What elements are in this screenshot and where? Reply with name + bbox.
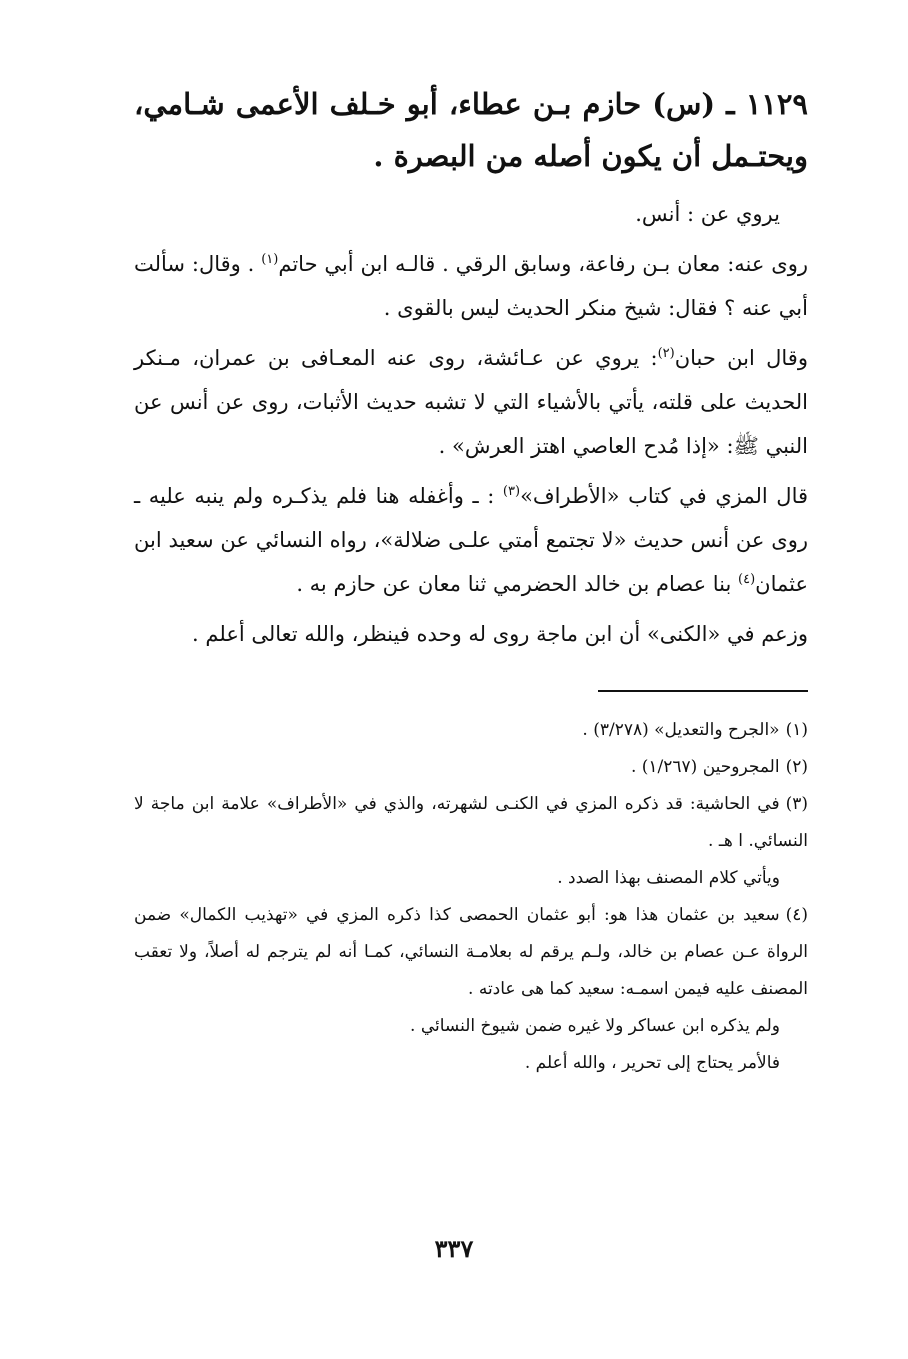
main-text <box>134 78 808 662</box>
footnote-4-continuation-2: فالأمر يحتاج إلى تحرير ، والله أعلم . <box>524 1053 780 1073</box>
footnote-3 <box>134 786 808 860</box>
paragraph-narrators <box>134 242 808 330</box>
footnote-2 <box>134 749 808 786</box>
paragraph-al-mizzi-part-b: : ـ وأغفله هنا فلم يذكـره ولم ينبه عليه ـ روى عن أنس حديث «لا تجتمع أمتي علـى ضلالة»، رواه النسائي عن سعيد ابن عثمان <box>134 484 808 596</box>
paragraph-al-mizzi-part-c: بنا عصام بن خالد الحضرمي ثنا معان عن حازم به . <box>296 572 739 596</box>
footnote-ref-2[interactable]: (٢) <box>657 346 675 361</box>
paragraph-al-mizzi-part-a: قال المزي في كتاب «الأطراف» <box>520 484 809 508</box>
footnote-4-number: (٤) <box>785 905 808 925</box>
footnote-1-text: «الجرح والتعديل» (٣/٢٧٨) . <box>582 720 780 740</box>
paragraph-narrators-part-a: روى عنه: معان بـن رفاعة، وسابق الرقي . قالـه ابن أبي حاتم <box>278 252 808 276</box>
footnote-3-continuation: ويأتي كلام المصنف بهذا الصدد . <box>557 868 780 888</box>
footnote-ref-1[interactable]: (١) <box>261 252 279 267</box>
footnote-1 <box>134 712 808 749</box>
footnote-ref-3[interactable]: (٣) <box>502 484 521 499</box>
paragraph-al-mizzi <box>134 474 808 606</box>
entry-heading: ١١٢٩ ـ (س) حازم بـن عطاء، أبو خـلف الأعمى شـامي، ويحتـمل أن يكون أصله من البصرة . <box>134 87 808 173</box>
page-number: ٣٣٧ <box>434 1234 474 1263</box>
footnote-1-number: (١) <box>785 720 808 740</box>
footnote-ref-4[interactable]: (٤) <box>738 572 756 587</box>
paragraph-narrates-from: يروي عن : أنس. <box>635 202 780 226</box>
paragraph-ibn-hibban <box>134 336 808 468</box>
footnote-4 <box>134 897 808 1008</box>
paragraph-ibn-hibban-part-b: : يروي عن عـائشة، روى عنه المعـافى بن عمران، مـنكر الحديث على قلته، يأتي بالأشياء التي لا تشبه حديث الأثبات، روى عن أنس عن النبي ﷺ: «إذا مُدح العاصي اهتز العرش» . <box>134 346 808 458</box>
paragraph-ibn-hibban-part-a: وقال ابن حبان <box>674 346 808 370</box>
footnotes-section <box>134 712 808 1082</box>
footnote-3-text: في الحاشية: قد ذكره المزي في الكنـى لشهرته، والذي في «الأطراف» علامة ابن ماجة لا النسائي. ا هـ . <box>134 794 808 851</box>
paragraph-kuna: وزعم في «الكنى» أن ابن ماجة روى له وحده فينظر، والله تعالى أعلم . <box>192 622 808 646</box>
paragraph-narrators-part-b: . وقال: سألت أبي عنه ؟ فقال: شيخ منكر الحديث ليس بالقوى . <box>134 252 808 320</box>
footnote-4-continuation-1: ولم يذكره ابن عساكر ولا غيره ضمن شيوخ النسائي . <box>410 1016 780 1036</box>
footnote-divider <box>598 690 808 692</box>
footnote-3-number: (٣) <box>785 794 808 814</box>
footnote-2-number: (٢) <box>785 757 808 777</box>
footnote-4-text: سعيد بن عثمان هذا هو: أبو عثمان الحمصى كذا ذكره المزي في «تهذيب الكمال» ضمن الرواة عـن عصام بن خالد، ولـم يرقم له بعلامـة النسائي، كمـا أنه لم يترجم له أصلاً، ولا تعقب المصنف عليه فيمن اسمـه: سعيد كما هى عادته . <box>134 905 808 999</box>
footnote-2-text: المجروحين (١/٢٦٧) . <box>630 757 780 777</box>
